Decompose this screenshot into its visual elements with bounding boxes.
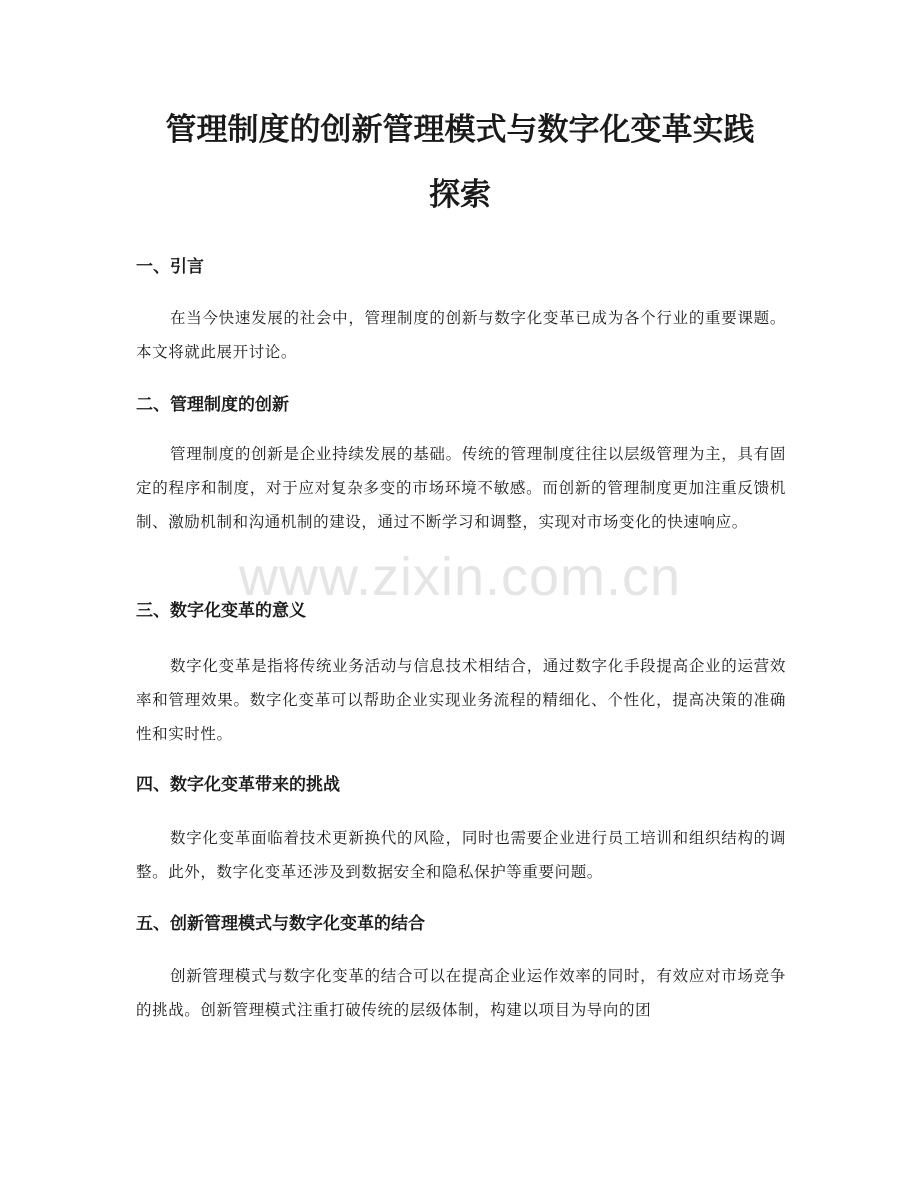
section-paragraph-combination: 创新管理模式与数字化变革的结合可以在提高企业运作效率的同时，有效应对市场竞争的挑战。创新管理模式注重打破传统的层级体制，构建以项目为导向的团 xyxy=(136,967,786,1019)
document-title-line-1: 管理制度的创新管理模式与数字化变革实践 xyxy=(165,112,755,148)
section-heading-combination: 五、创新管理模式与数字化变革的结合 xyxy=(136,914,425,934)
section-paragraph-introduction: 在当今快速发展的社会中，管理制度的创新与数字化变革已成为各个行业的重要课题。本文将就此展开讨论。 xyxy=(136,309,786,361)
section-paragraph-management-innovation: 管理制度的创新是企业持续发展的基础。传统的管理制度往往以层级管理为主，具有固定的程序和制度，对于应对复杂多变的市场环境不敏感。而创新的管理制度更加注重反馈机制、激励机制和沟通机制的建设，通过不断学习和调整，实现对市场变化的快速响应。 xyxy=(136,445,786,531)
section-heading-introduction: 一、引言 xyxy=(136,257,204,277)
section-heading-digital-challenges: 四、数字化变革带来的挑战 xyxy=(136,775,340,795)
section-heading-digital-significance: 三、数字化变革的意义 xyxy=(136,601,306,621)
section-heading-management-innovation: 二、管理制度的创新 xyxy=(136,395,289,415)
section-paragraph-digital-significance: 数字化变革是指将传统业务活动与信息技术相结合，通过数字化手段提高企业的运营效率和管理效果。数字化变革可以帮助企业实现业务流程的精细化、个性化，提高决策的准确性和实时性。 xyxy=(136,657,786,743)
document-title-line-2: 探索 xyxy=(429,177,491,213)
site-watermark: www.zixin.com.cn xyxy=(238,547,682,607)
section-paragraph-digital-challenges: 数字化变革面临着技术更新换代的风险，同时也需要企业进行员工培训和组织结构的调整。此外，数字化变革还涉及到数据安全和隐私保护等重要问题。 xyxy=(136,829,786,881)
